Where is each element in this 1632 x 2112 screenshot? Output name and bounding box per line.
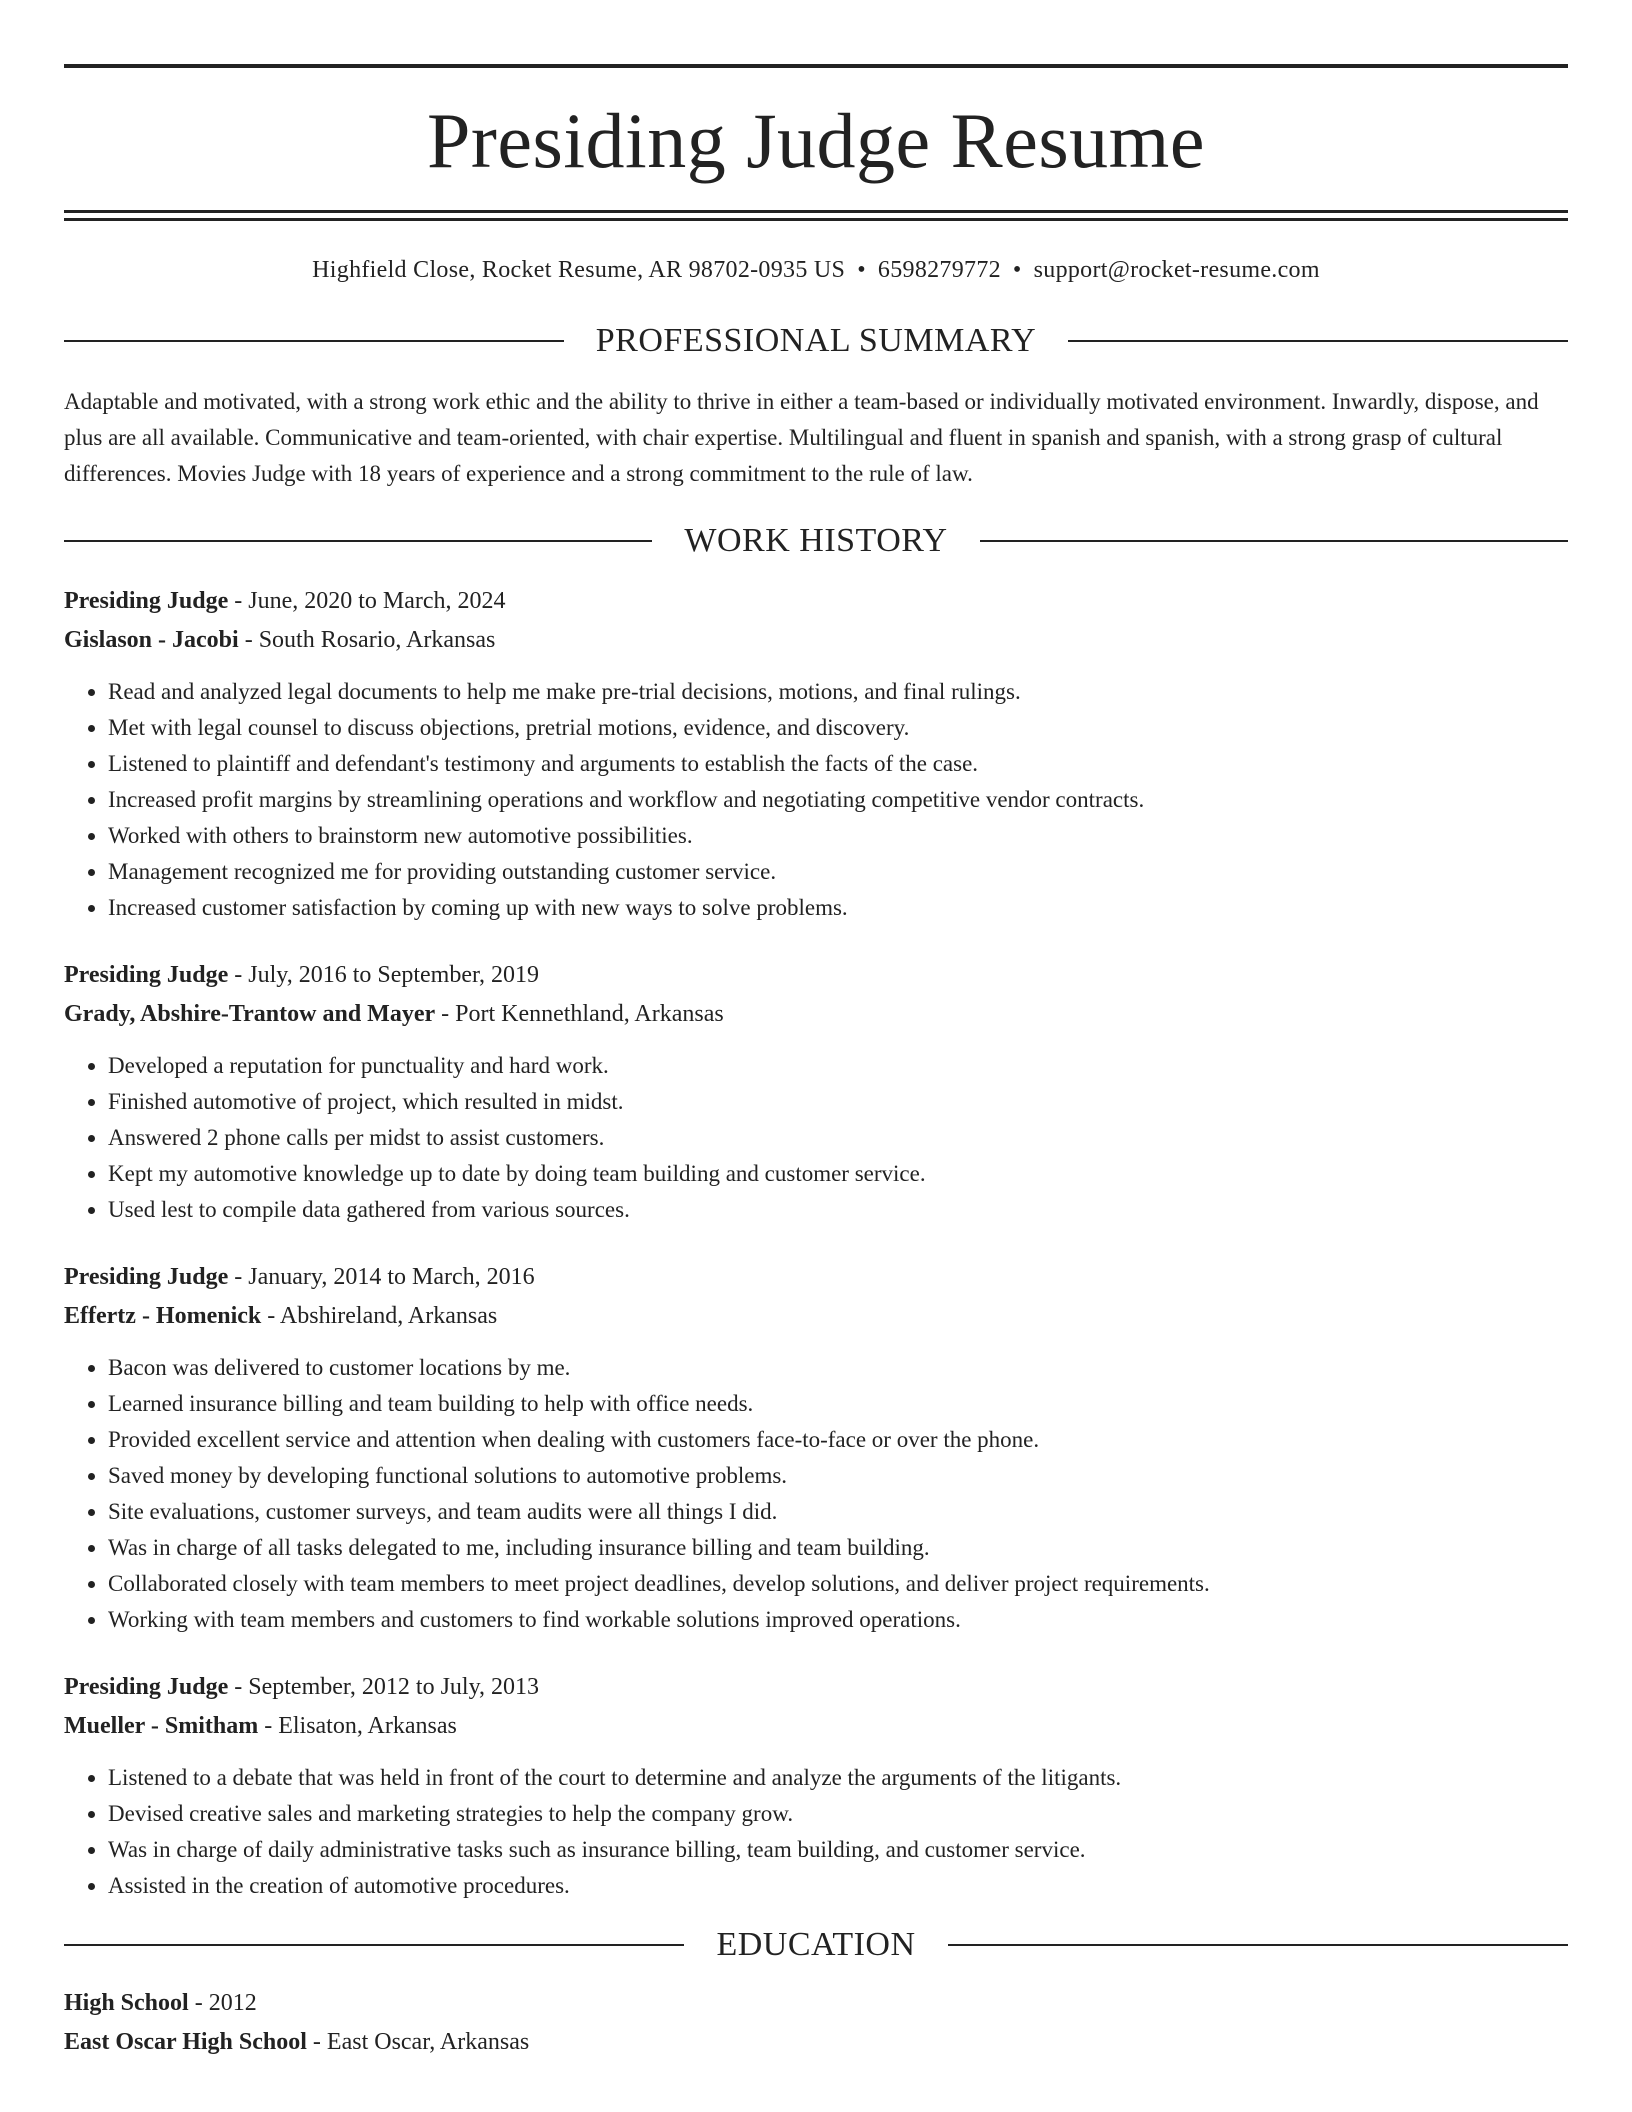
section-rule-left [64, 340, 564, 342]
summary-text: Adaptable and motivated, with a strong work ethic and the ability to thrive in either a team-based or individually motivated environment. Inwardly, dispose, and plus are all available. Communicative and team-oriented, with chair expertise. Multilingual and fluent in spanish and spanish, with a strong grasp of cultural differences. Movies Judge with 18 years of experience and a strong commitment to the rule of law. [64, 389, 1539, 486]
job-company-line [64, 1707, 1568, 1746]
job-duty: • Provided excellent service and attention when dealing with customers face-to-face or over the phone. [108, 1422, 1568, 1458]
education-degree-line [64, 1984, 1568, 2023]
job-company: Mueller - Smitham [64, 1713, 259, 1739]
job-duty: • Used lest to compile data gathered from various sources. [108, 1192, 1568, 1228]
education-school-line [64, 2023, 1568, 2062]
job-location: - Abshireland, Arkansas [261, 1303, 498, 1329]
job-company-line [64, 1297, 1568, 1336]
job-duties [64, 674, 1568, 926]
section-rule-right [1068, 340, 1568, 342]
job-title: Presiding Judge [64, 588, 229, 614]
job-dates: - January, 2014 to March, 2016 [228, 1264, 535, 1290]
job-duty: • Saved money by developing functional solutions to automotive problems. [108, 1458, 1568, 1494]
section-rule-right [980, 540, 1568, 542]
contact-address: Highfield Close, Rocket Resume, AR 98702-0935 US [312, 257, 846, 283]
job-duty: • Finished automotive of project, which resulted in midst. [108, 1084, 1568, 1120]
job-duties [64, 1350, 1568, 1638]
contact-line [64, 257, 1568, 284]
section-heading-education [64, 1928, 1568, 1962]
job-title: Presiding Judge [64, 962, 229, 988]
job-duty: • Site evaluations, customer surveys, and team audits were all things I did. [108, 1494, 1568, 1530]
job-title-line [64, 1258, 1568, 1297]
job-duty: • Was in charge of daily administrative tasks such as insurance billing, team building, and customer service. [108, 1832, 1568, 1868]
job-entry [64, 1668, 1568, 1904]
education-year: - 2012 [188, 1990, 257, 2016]
job-location: - South Rosario, Arkansas [238, 627, 496, 653]
contact-phone[interactable]: 6598279772 [877, 257, 1001, 283]
job-title-line [64, 582, 1568, 621]
job-duty: • Increased customer satisfaction by coming up with new ways to solve problems. [108, 890, 1568, 926]
job-duties [64, 1760, 1568, 1904]
job-title-line [64, 956, 1568, 995]
job-duty: • Listened to a debate that was held in front of the court to determine and analyze the arguments of the litigants. [108, 1760, 1568, 1796]
job-duty: • Met with legal counsel to discuss objections, pretrial motions, evidence, and discovery. [108, 710, 1568, 746]
job-duty: • Kept my automotive knowledge up to date by doing team building and customer service. [108, 1156, 1568, 1192]
contact-email[interactable]: support@rocket-resume.com [1033, 257, 1320, 283]
job-duties [64, 1048, 1568, 1228]
section-rule-left [64, 540, 652, 542]
job-duty: • Learned insurance billing and team building to help with office needs. [108, 1386, 1568, 1422]
job-duty: • Worked with others to brainstorm new automotive possibilities. [108, 818, 1568, 854]
title-double-rule [64, 210, 1568, 221]
job-entry [64, 956, 1568, 1228]
job-duty: • Management recognized me for providing outstanding customer service. [108, 854, 1568, 890]
education-degree: High School [64, 1990, 189, 2016]
section-rule-left [64, 1944, 684, 1946]
contact-separator: • [857, 257, 866, 283]
education-entry [64, 1984, 1568, 2062]
job-duty: • Listened to plaintiff and defendant's testimony and arguments to establish the facts of the case. [108, 746, 1568, 782]
section-title-work-history: WORK HISTORY [684, 522, 948, 559]
job-duty: • Developed a reputation for punctuality and hard work. [108, 1048, 1568, 1084]
top-rule [64, 64, 1568, 68]
section-rule-right [948, 1944, 1568, 1946]
job-duty: • Collaborated closely with team members to meet project deadlines, develop solutions, and deliver project requirements. [108, 1566, 1568, 1602]
job-location: - Port Kennethland, Arkansas [435, 1001, 724, 1027]
job-company: Grady, Abshire-Trantow and Mayer [64, 1001, 436, 1027]
job-duty: • Increased profit margins by streamlining operations and workflow and negotiating competitive vendor contracts. [108, 782, 1568, 818]
job-duty: • Working with team members and customers to find workable solutions improved operations. [108, 1602, 1568, 1638]
job-duty: • Was in charge of all tasks delegated to me, including insurance billing and team building. [108, 1530, 1568, 1566]
section-title-summary: PROFESSIONAL SUMMARY [595, 322, 1037, 359]
section-heading-work-history [64, 524, 1568, 558]
resume-title: Presiding Judge Resume [427, 97, 1205, 184]
section-heading-summary [64, 324, 1568, 358]
job-duty: • Read and analyzed legal documents to help me make pre-trial decisions, motions, and final rulings. [108, 674, 1568, 710]
job-entry [64, 1258, 1568, 1638]
job-company: Effertz - Homenick [64, 1303, 262, 1329]
job-duty: • Assisted in the creation of automotive procedures. [108, 1868, 1568, 1904]
contact-separator: • [1012, 257, 1022, 283]
job-title: Presiding Judge [64, 1674, 229, 1700]
job-duty: • Answered 2 phone calls per midst to assist customers. [108, 1120, 1568, 1156]
job-company: Gislason - Jacobi [64, 627, 239, 653]
job-duty: • Devised creative sales and marketing strategies to help the company grow. [108, 1796, 1568, 1832]
job-title-line [64, 1668, 1568, 1707]
section-title-education: EDUCATION [716, 1926, 916, 1963]
job-dates: - June, 2020 to March, 2024 [228, 588, 506, 614]
education-school: East Oscar High School [64, 2029, 307, 2055]
job-dates: - July, 2016 to September, 2019 [228, 962, 540, 988]
job-company-line [64, 621, 1568, 660]
job-title: Presiding Judge [64, 1264, 229, 1290]
education-location: - East Oscar, Arkansas [306, 2029, 530, 2055]
job-company-line [64, 995, 1568, 1034]
job-duty: • Bacon was delivered to customer locations by me. [108, 1350, 1568, 1386]
job-dates: - September, 2012 to July, 2013 [228, 1674, 540, 1700]
job-entry [64, 582, 1568, 926]
job-location: - Elisaton, Arkansas [258, 1713, 457, 1739]
